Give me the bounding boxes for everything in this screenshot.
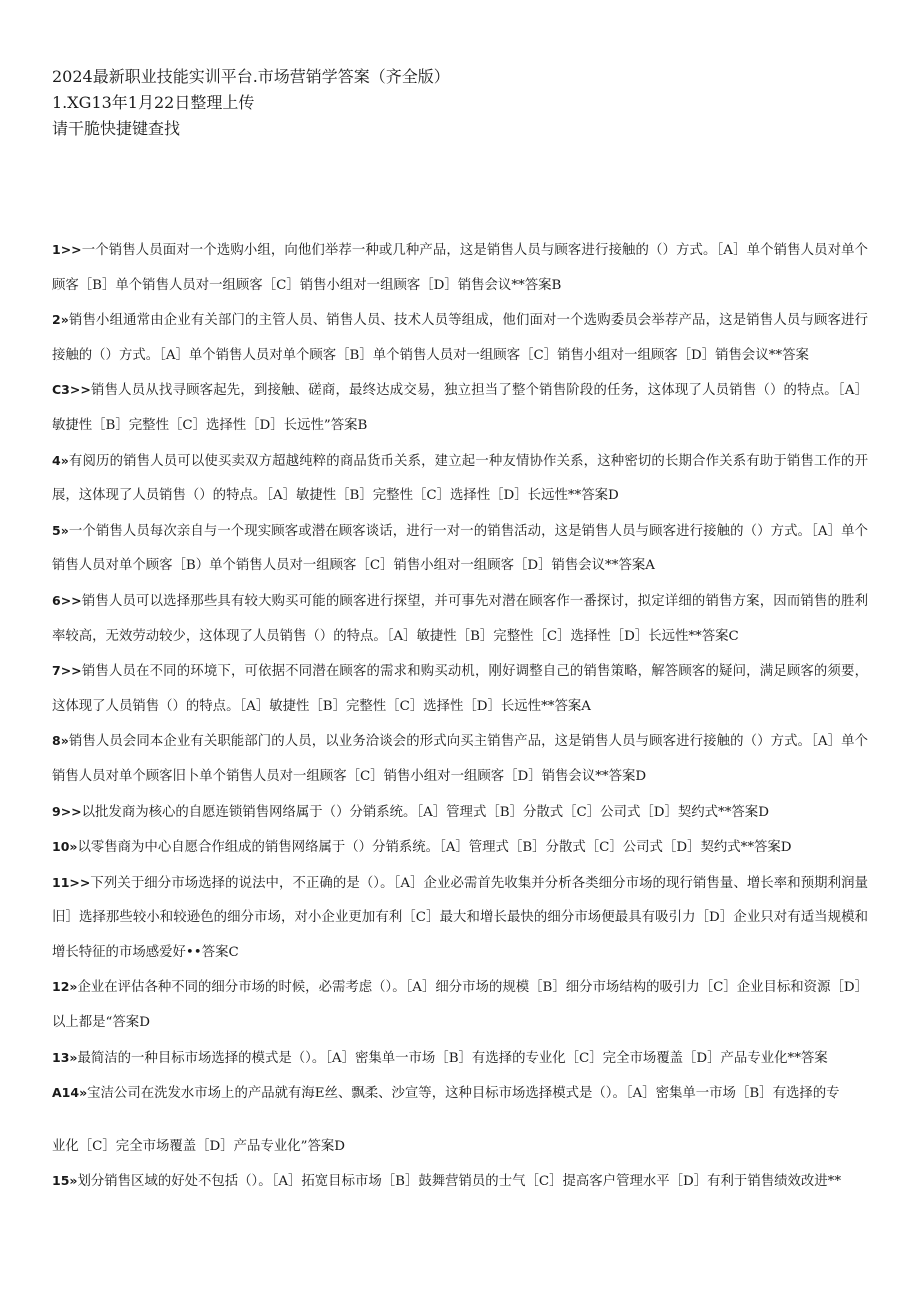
question-item	[52, 866, 868, 971]
question-item	[52, 373, 868, 443]
question-text: 企业在评估各种不同的细分市场的时候，必需考虑（）。［A］细分市场的规模［B］细分市场结构的吸引力［C］企业目标和资源［D］以上都是“答案D	[52, 980, 868, 1031]
question-number: 2»	[52, 312, 69, 328]
question-text: 有阅历的销售人员可以使买卖双方超越纯粹的商品货币关系，建立起一种友情协作关系，这种密切的长期合作关系有助于销售工作的开展，这体现了人员销售（）的特点。［A］敏捷性［B］完整性［C］选择性［D］长远性**答案D	[52, 453, 868, 504]
paragraph-gap	[52, 1112, 868, 1129]
question-number: 13»	[52, 1049, 78, 1065]
question-text: 业化［C］完全市场覆盖［D］产品专业化”答案D	[52, 1138, 345, 1154]
question-item	[52, 970, 868, 1040]
question-item	[52, 1076, 868, 1112]
question-number: 4»	[52, 452, 69, 468]
question-item	[52, 1041, 868, 1077]
document-title: 2024最新职业技能实训平台.市场营销学答案（齐全版）	[52, 67, 450, 86]
question-text: 销售人员从找寻顾客起先，到接触、磋商，最终达成交易，独立担当了整个销售阶段的任务，这体现了人员销售（）的特点。［A］敏捷性［B］完整性［C］选择性［D］长远性”答案B	[52, 383, 868, 433]
question-item	[52, 795, 868, 831]
question-number: 11>>	[52, 874, 91, 890]
question-item	[52, 584, 868, 654]
question-item	[52, 1129, 868, 1165]
question-item	[52, 444, 868, 514]
question-number: 6>>	[52, 592, 82, 608]
question-item	[52, 514, 868, 584]
question-text: 一个销售人员每次亲自与一个现实顾客或潜在顾客谈话，进行一对一的销售活动，这是销售人员与顾客进行接触的（）方式。［A］单个销售人员对单个顾客［B）单个销售人员对一组顾客［C］销售小组对一组顾客［D］销售会议**答案A	[52, 523, 868, 574]
question-number: 5»	[52, 522, 69, 538]
document-header	[52, 64, 872, 142]
question-text: 最简洁的一种目标市场选择的模式是（）。［A］密集单一市场［B］有选择的专业化［C］完全市场覆盖［D］产品专业化**答案	[77, 1050, 828, 1066]
question-text: 销售人员会同本企业有关职能部门的人员，以业务洽谈会的形式向买主销售产品，这是销售人员与顾客进行接触的（）方式。［A］单个销售人员对单个顾客旧卜单个销售人员对一组顾客［C］销售小组对一组顾客［D］销售会议**答案D	[52, 734, 868, 784]
question-number: 12»	[52, 979, 78, 995]
question-text: 销售人员在不同的环境下，可依据不同潜在顾客的需求和购买动机，刚好调整自己的销售策略，解答顾客的疑问，满足顾客的须要，这体现了人员销售（）的特点。［A］敏捷性［B］完整性［C］选择性［D］长远性**答案A	[52, 664, 868, 714]
question-text: 宝洁公司在洗发水市场上的产品就有海E丝、飘柔、沙宣等，这种目标市场选择模式是（）。［A］密集单一市场［B］有选择的专	[87, 1086, 840, 1102]
question-number: 7>>	[52, 663, 82, 679]
question-item	[52, 830, 868, 866]
question-item	[52, 303, 868, 373]
question-number: A14»	[52, 1085, 88, 1101]
question-text: 一个销售人员面对一个选购小组，向他们举荐一种或几种产品，这是销售人员与顾客进行接触的（）方式。［A］单个销售人员对单个顾客［B］单个销售人员对一组顾客［C］销售小组对一组顾客［D］销售会议**答案B	[52, 243, 868, 293]
question-text: 销售小组通常由企业有关部门的主管人员、销售人员、技术人员等组成，他们面对一个选购委员会举荐产品，这是销售人员与顾客进行接触的（）方式。［A］单个销售人员对单个顾客［B］单个销售人员对一组顾客［C］销售小组对一组顾客［D］销售会议**答案	[52, 313, 868, 363]
question-text: 以零售商为中心自愿合作组成的销售网络属于（）分销系统。［A］管理式［B］分散式［C］公司式［D］契约式**答案D	[77, 840, 792, 856]
question-item	[52, 724, 868, 794]
question-number: 10»	[52, 839, 78, 855]
question-item	[52, 233, 868, 303]
question-number: 15»	[52, 1173, 78, 1189]
question-text: 以批发商为核心的自愿连锁销售网络属于（）分销系统。［A］管理式［B］分散式［C］公司式［D］契约式**答案D	[81, 804, 769, 820]
question-text: 下列关于细分市场选择的说法中，不正确的是（）。［A］企业必需首先收集并分析各类细分市场的现行销售量、增长率和预期利润量旧］选择那些较小和较逊色的细分市场，对小企业更加有利［C］最大和增长最快的细分市场便最具有吸引力［D］企业只对有适当规模和增长特征的市场感爱好••答案C	[52, 875, 868, 960]
question-number: 8»	[52, 733, 69, 749]
question-item	[52, 654, 868, 724]
question-number: 1>>	[52, 242, 82, 257]
question-list	[52, 233, 868, 1200]
question-number: C3>>	[52, 382, 91, 398]
question-item	[52, 1164, 868, 1200]
upload-note: 1.XG13年1月22日整理上传	[52, 93, 255, 112]
question-number: 9>>	[52, 803, 82, 819]
question-text: 划分销售区域的好处不包括（）。［A］拓宽目标市场［B］鼓舞营销员的士气［C］提高客户管理水平［D］有利于销售绩效改进**	[77, 1174, 842, 1190]
search-hint: 请干脆快捷键查找	[52, 119, 181, 138]
question-text: 销售人员可以选择那些具有较大购买可能的顾客进行探望，并可事先对潜在顾客作一番探讨，拟定详细的销售方案，因而销售的胜利率较高，无效劳动较少，这体现了人员销售（）的特点。［A］敏捷性［B］完整性［C］选择性［D］长远性**答案C	[52, 593, 868, 644]
